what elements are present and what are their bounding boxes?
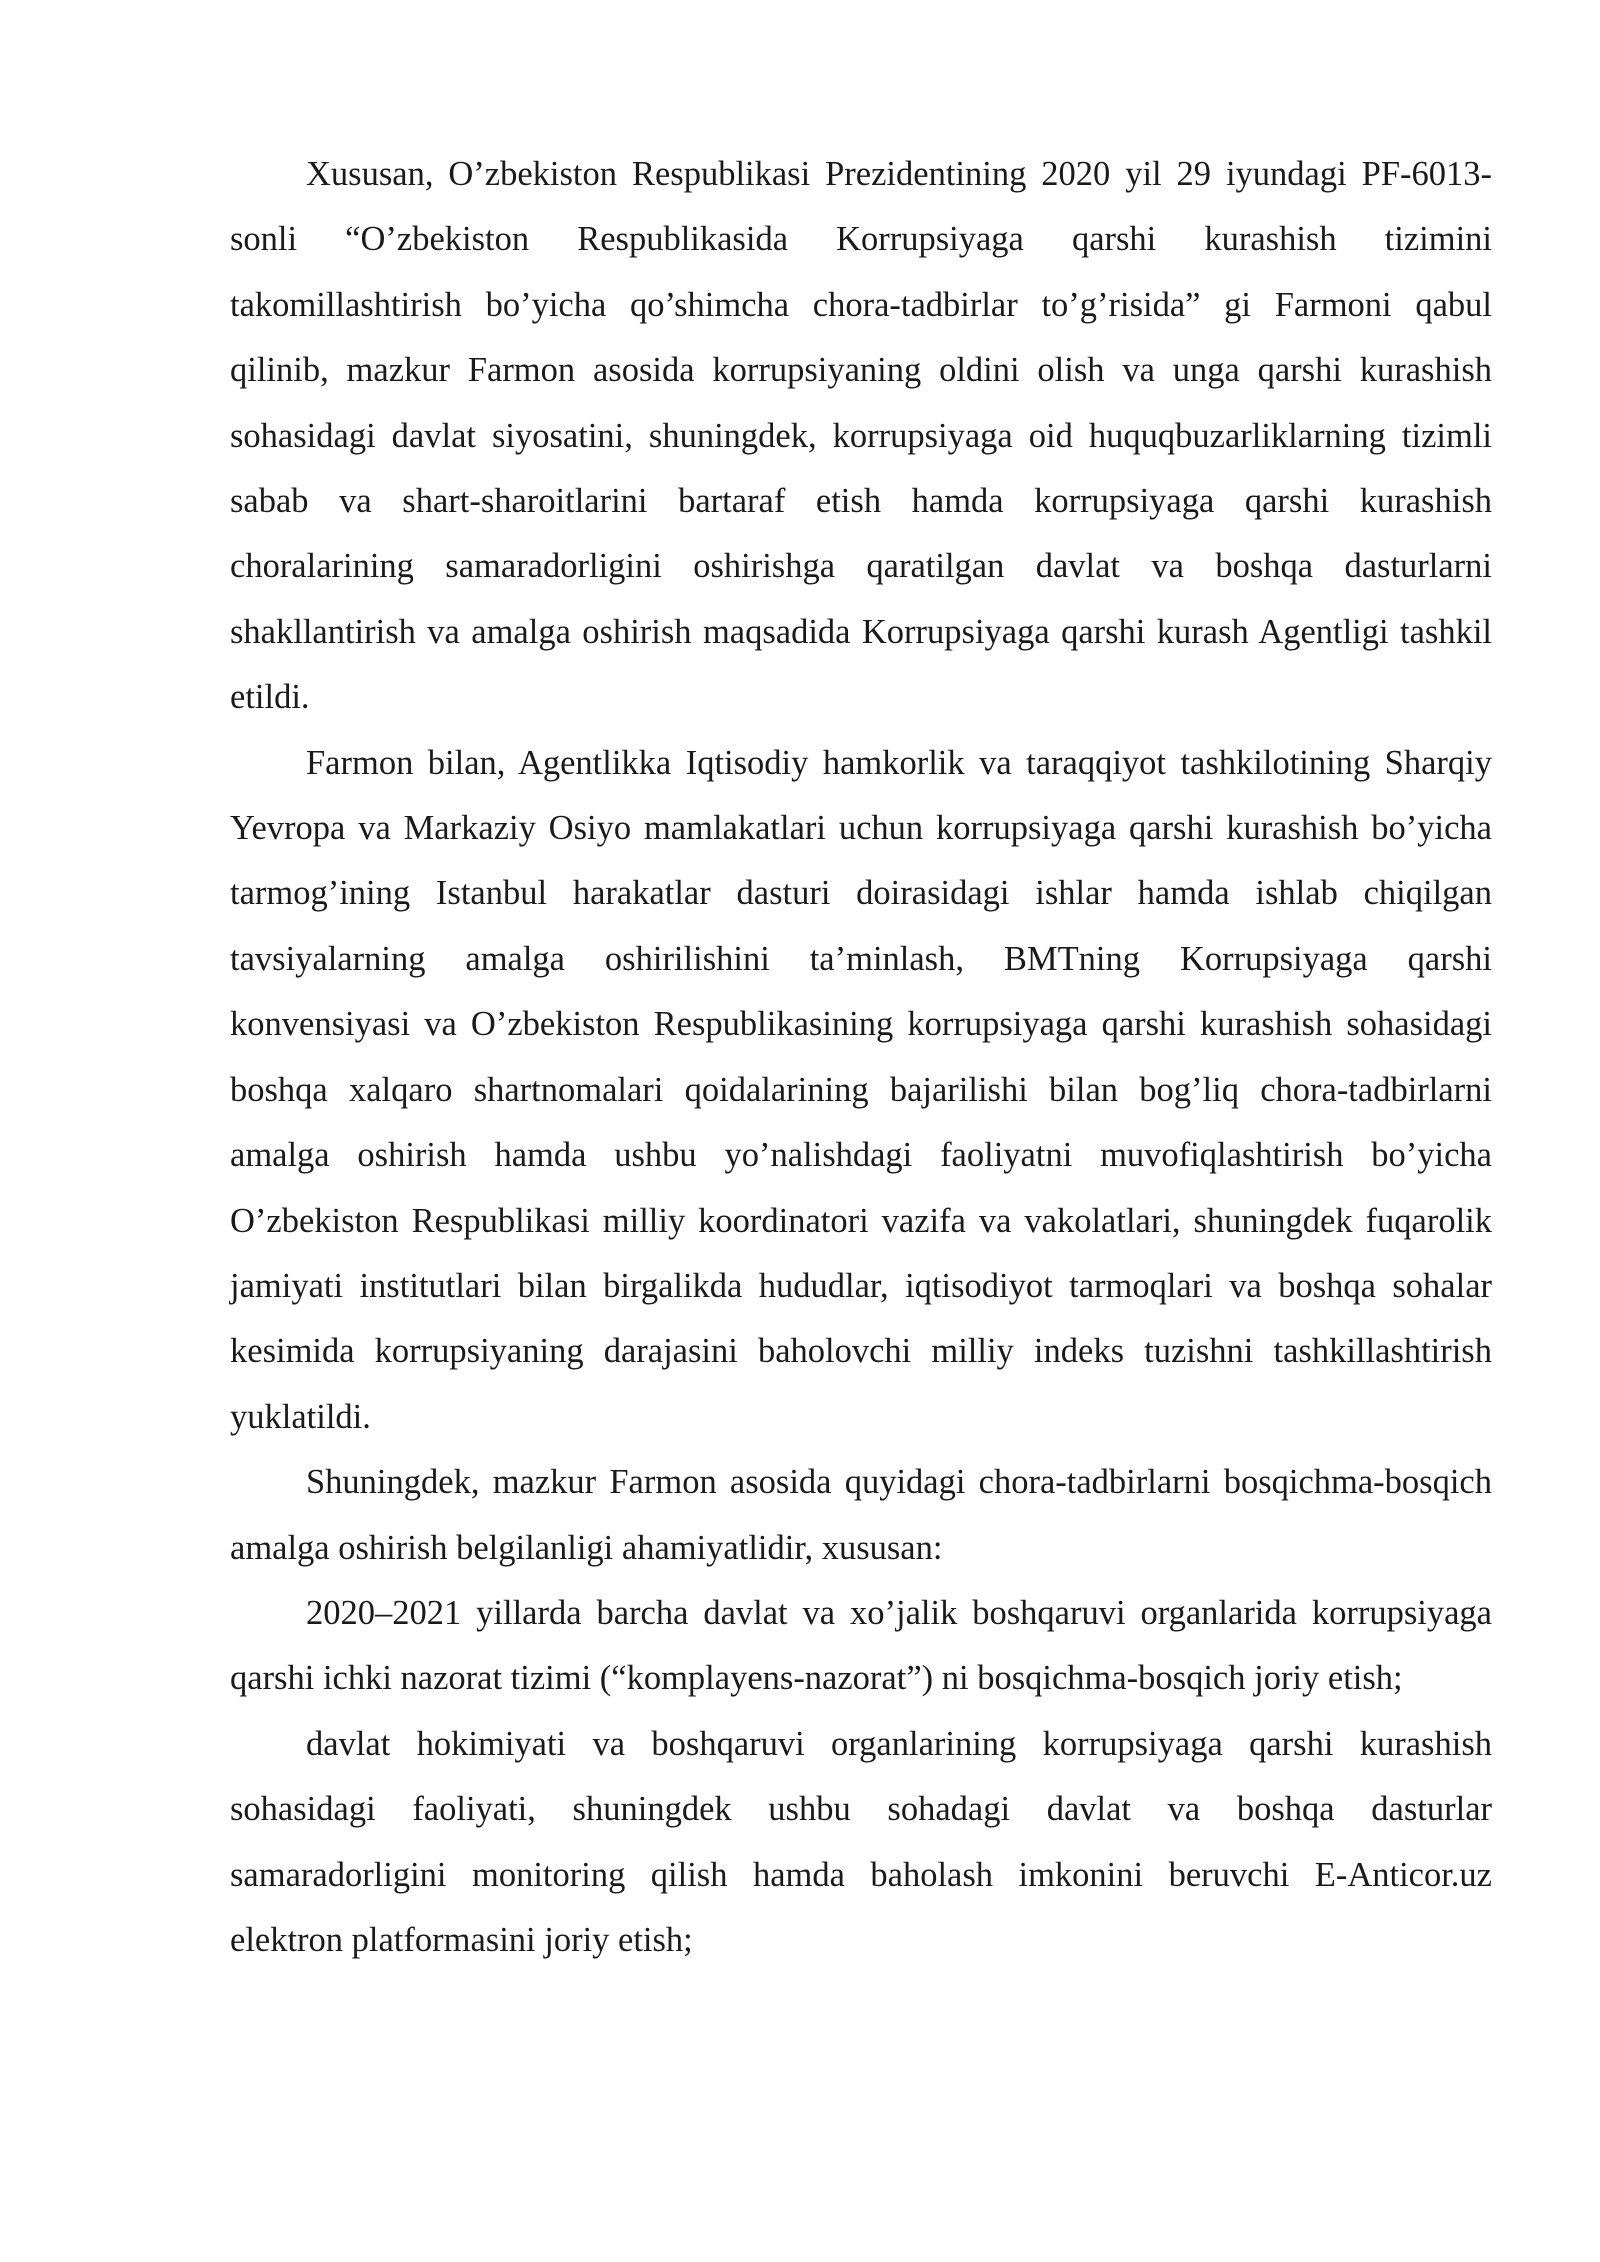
document-body <box>230 142 1492 1973</box>
paragraph-decree-agency: Xususan, O’zbekiston Respublikasi Prezidentining 2020 yil 29 iyundagi PF-6013-sonli “O’zbekiston Respublikasida Korrupsiyaga qarshi kurashish tizimini takomillashtirish bo’yicha qo’shimcha chora-tadbirlar to’g’risida” gi Farmoni qabul qilinib, mazkur Farmon asosida korrupsiyaning oldini olish va unga qarshi kurashish sohasidagi davlat siyosatini, shuningdek, korrupsiyaga oid huquqbuzarliklarning tizimli sabab va shart-sharoitlarini bartaraf etish hamda korrupsiyaga qarshi kurashish choralarining samaradorligini oshirishga qaratilgan davlat va boshqa dasturlarni shakllantirish va amalga oshirish maqsadida Korrupsiyaga qarshi kurash Agentligi tashkil etildi. <box>230 155 1492 717</box>
paragraph-measures-intro: Shuningdek, mazkur Farmon asosida quyidagi chora-tadbirlarni bosqichma-bosqich amalga oshirish belgilanligi ahamiyatlidir, xususan: <box>230 1463 1492 1567</box>
paragraph-compliance-control: 2020–2021 yillarda barcha davlat va xo’jalik boshqaruvi organlarida korrupsiyaga qarshi ichki nazorat tizimi (“komplayens-nazorat”) ni bosqichma-bosqich joriy etish; <box>230 1593 1492 1698</box>
paragraph-e-anticor-platform: davlat hokimiyati va boshqaruvi organlarining korrupsiyaga qarshi kurashish sohasidagi faoliyati, shuningdek ushbu sohadagi davlat va boshqa dasturlar samaradorligini monitoring qilish hamda baholash imkonini beruvchi E-Anticor.uz elektron platformasini joriy etish; <box>230 1724 1492 1959</box>
paragraph-agency-duties: Farmon bilan, Agentlikka Iqtisodiy hamkorlik va taraqqiyot tashkilotining Sharqiy Yevropa va Markaziy Osiyo mamlakatlari uchun korrupsiyaga qarshi kurashish bo’yicha tarmog’ining Istanbul harakatlar dasturi doirasidagi ishlar hamda ishlab chiqilgan tavsiyalarning amalga oshirilishini ta’minlash, BMTning Korrupsiyaga qarshi konvensiyasi va O’zbekiston Respublikasining korrupsiyaga qarshi kurashish sohasidagi boshqa xalqaro shartnomalari qoidalarining bajarilishi bilan bog’liq chora-tadbirlarni amalga oshirish hamda ushbu yo’nalishdagi faoliyatni muvofiqlashtirish bo’yicha O’zbekiston Respublikasi milliy koordinatori vazifa va vakolatlari, shuningdek fuqarolik jamiyati institutlari bilan birgalikda hududlar, iqtisodiyot tarmoqlari va boshqa sohalar kesimida korrupsiyaning darajasini baholovchi milliy indeks tuzishni tashkillashtirish yuklatildi. <box>230 743 1492 1436</box>
